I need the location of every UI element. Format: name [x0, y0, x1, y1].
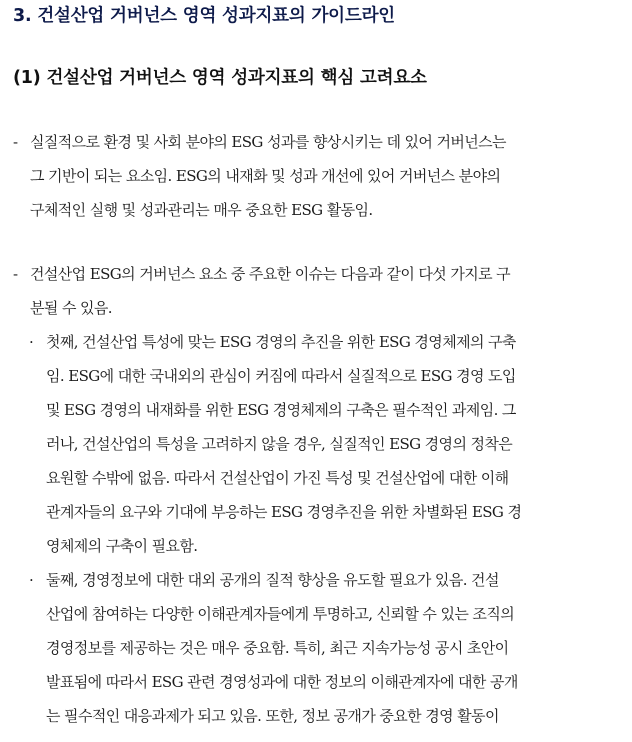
bullet-line: 요원할 수밖에 없음. 따라서 건설산업이 가진 특성 및 건설산업에 대한 이해 [46, 469, 509, 487]
dash-marker: - [13, 133, 18, 151]
bullet-line: 는 필수적인 대응과제가 되고 있음. 또한, 정보 공개가 중요한 경영 활동이 [46, 707, 499, 725]
bullet-marker: · [29, 571, 34, 589]
paragraph-line: - 실질적으로 환경 및 사회 분야의 ESG 성과를 향상시키는 데 있어 거버넌스는 [13, 125, 621, 159]
bullet-line: · 첫째, 건설산업 특성에 맞는 ESG 경영의 추진을 위한 ESG 경영체제의 구축 [13, 325, 621, 359]
bullet-marker: · [29, 333, 34, 351]
bullet-line: 산업에 참여하는 다양한 이해관계자들에게 투명하고, 신뢰할 수 있는 조직의 [46, 605, 515, 623]
paragraph-line: 구체적인 실행 및 성과관리는 매우 중요한 ESG 활동임. [30, 201, 373, 219]
bullet-line: 경영정보를 제공하는 것은 매우 중요함. 특히, 최근 지속가능성 공시 초안이 [46, 639, 509, 657]
bullet-line: 임. ESG에 대한 국내외의 관심이 커짐에 따라서 실질적으로 ESG 경영 도입 [46, 367, 516, 385]
paragraph-governance-foundation [13, 125, 621, 227]
bullet-line: · 둘째, 경영정보에 대한 대외 공개의 질적 향상을 유도할 필요가 있음. 건설 [13, 563, 621, 597]
bullet-line: 영체제의 구축이 필요함. [46, 537, 198, 555]
bullet-line: 발표됨에 따라서 ESG 관련 경영성과에 대한 정보의 이해관계자에 대한 공개 [46, 673, 518, 691]
dash-marker: - [13, 265, 18, 283]
paragraph-governance-issues [13, 257, 621, 733]
subsection-heading: (1) 건설산업 거버넌스 영역 성과지표의 핵심 고려요소 [13, 68, 427, 88]
paragraph-line: 분될 수 있음. [30, 299, 112, 317]
bullet-item-first [13, 325, 621, 563]
paragraph-line: 그 기반이 되는 요소임. ESG의 내재화 및 성과 개선에 있어 거버넌스 분야의 [30, 167, 501, 185]
bullet-line: 및 ESG 경영의 내재화를 위한 ESG 경영체제의 구축은 필수적인 과제임. 그 [46, 401, 516, 419]
bullet-line: 관계자들의 요구와 기대에 부응하는 ESG 경영추진을 위한 차별화된 ESG 경 [46, 503, 522, 521]
paragraph-line: - 건설산업 ESG의 거버넌스 요소 중 주요한 이슈는 다음과 같이 다섯 가지로 구 [13, 257, 621, 291]
bullet-item-second [13, 563, 621, 733]
section-heading: 3. 건설산업 거버넌스 영역 성과지표의 가이드라인 [13, 6, 395, 26]
bullet-line: 러나, 건설산업의 특성을 고려하지 않을 경우, 실질적인 ESG 경영의 정착은 [46, 435, 513, 453]
